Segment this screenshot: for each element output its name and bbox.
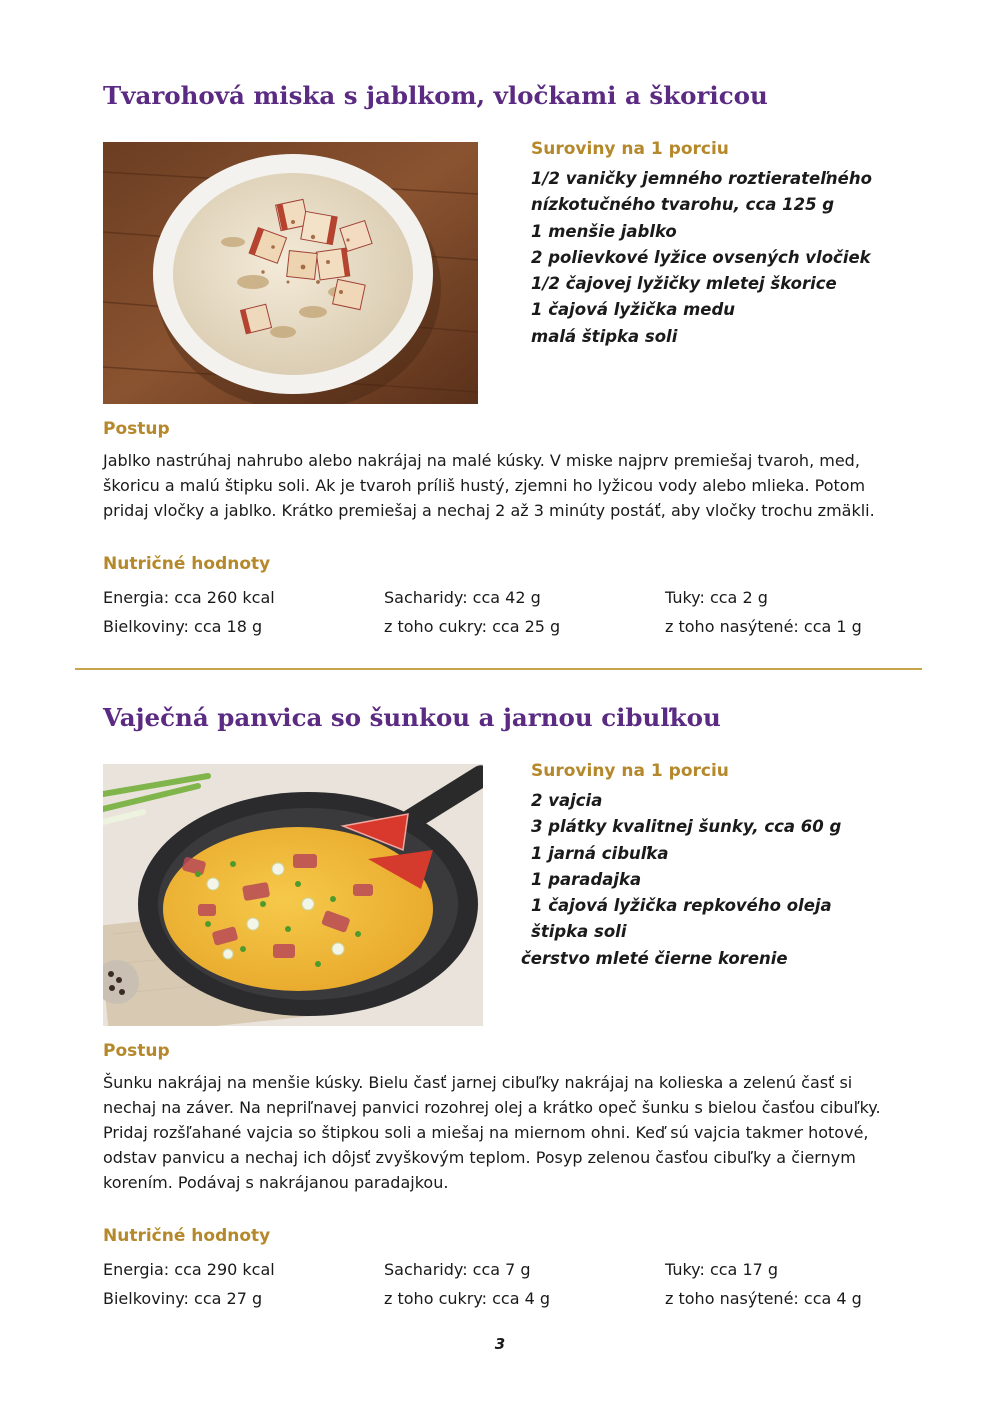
nutrition-energy: Energia: cca 290 kcal <box>103 1260 275 1279</box>
nutrition-heading: Nutričné hodnoty <box>103 554 271 574</box>
ingredient-item: 2 vajcia <box>531 791 603 810</box>
nutrition-carbs: Sacharidy: cca 42 g <box>384 588 541 607</box>
nutrition-section <box>103 1223 923 1313</box>
method-heading: Postup <box>103 419 170 439</box>
ingredients-block <box>521 758 931 972</box>
ingredients-block <box>531 136 931 350</box>
ingredients-list <box>531 166 931 350</box>
ingredient-item: 2 polievkové lyžice ovsených vločiek <box>531 247 871 267</box>
ingredient-item: čerstvo mleté čierne korenie <box>521 948 788 968</box>
ingredient-item: 1 jarná cibuľka <box>531 843 669 863</box>
nutrition-heading: Nutričné hodnoty <box>103 1226 271 1246</box>
recipe-title: Vaječná panvica so šunkou a jarnou cibuľkou <box>103 703 721 732</box>
nutrition-sugars: z toho cukry: cca 4 g <box>384 1289 551 1308</box>
ingredients-heading: Suroviny na 1 porciu <box>531 139 729 159</box>
ingredient-item: nízkotučného tvarohu, cca 125 g <box>531 195 835 215</box>
nutrition-grid <box>103 1255 923 1313</box>
nutrition-protein: Bielkoviny: cca 27 g <box>103 1289 263 1308</box>
nutrition-energy: Energia: cca 260 kcal <box>103 588 275 607</box>
ingredient-item: 3 plátky kvalitnej šunky, cca 60 g <box>531 817 842 837</box>
nutrition-section <box>103 551 923 641</box>
section-divider <box>75 668 922 670</box>
nutrition-saturated: z toho nasýtené: cca 1 g <box>665 617 862 636</box>
egg-pan-photo <box>103 764 483 1026</box>
ingredients-heading: Suroviny na 1 porciu <box>531 761 729 781</box>
ingredient-item: 1 menšie jablko <box>531 221 677 241</box>
method-section <box>103 1038 923 1195</box>
page-number: 3 <box>494 1335 506 1353</box>
ingredient-item: malá štipka soli <box>531 326 678 346</box>
recipe-top-row <box>103 139 923 404</box>
nutrition-fat: Tuky: cca 2 g <box>665 588 768 607</box>
recipe-top-row <box>103 761 923 1026</box>
ingredient-item: 1 paradajka <box>531 869 642 889</box>
nutrition-sugars: z toho cukry: cca 25 g <box>384 617 561 636</box>
method-section <box>103 416 923 523</box>
oat-bowl-photo <box>103 142 478 404</box>
nutrition-grid <box>103 583 923 641</box>
nutrition-saturated: z toho nasýtené: cca 4 g <box>665 1289 862 1308</box>
ingredient-item: 1/2 čajovej lyžičky mletej škorice <box>531 274 837 294</box>
ingredients-list <box>521 788 931 972</box>
ingredient-item: štipka soli <box>531 922 627 942</box>
recipe-egg-pan <box>103 700 923 1313</box>
ingredient-item: 1 čajová lyžička repkového oleja <box>531 896 832 916</box>
method-text: Šunku nakrájaj na menšie kúsky. Bielu časť jarnej cibuľky nakrájaj na kolieska a zelenú časť si nechaj na záver. Na nepriľnavej panvici rozohrej olej a krátko opeč šunku s bielou časťou cibuľky. Pridaj rozšľahané vajcia so štipkou soli a miešaj na miernom ohni. Keď sú vajcia takmer hotové, odstav panvicu a nechaj ich dôjsť zvyškovým teplom. Posyp zelenou časťou cibuľky a čiernym korením. Podávaj s nakrájanou paradajkou. <box>103 1073 881 1192</box>
nutrition-protein: Bielkoviny: cca 18 g <box>103 617 263 636</box>
nutrition-carbs: Sacharidy: cca 7 g <box>384 1260 531 1279</box>
recipe-oat-bowl <box>103 78 923 641</box>
nutrition-fat: Tuky: cca 17 g <box>665 1260 779 1279</box>
method-heading: Postup <box>103 1041 170 1061</box>
recipe-title: Tvarohová miska s jablkom, vločkami a škoricou <box>103 81 768 110</box>
ingredient-item: 1 čajová lyžička medu <box>531 300 736 320</box>
method-text: Jablko nastrúhaj nahrubo alebo nakrájaj na malé kúsky. V miske najprv premiešaj tvaroh, med, škoricu a malú štipku soli. Ak je tvaroh príliš hustý, zjemni ho lyžicou vody alebo mlieka. Potom pridaj vločky a jablko. Krátko premiešaj a nechaj 2 až 3 minúty postáť, aby vločky trochu zmäkli. <box>103 451 875 520</box>
ingredient-item: 1/2 vaničky jemného roztierateľného <box>531 169 872 188</box>
